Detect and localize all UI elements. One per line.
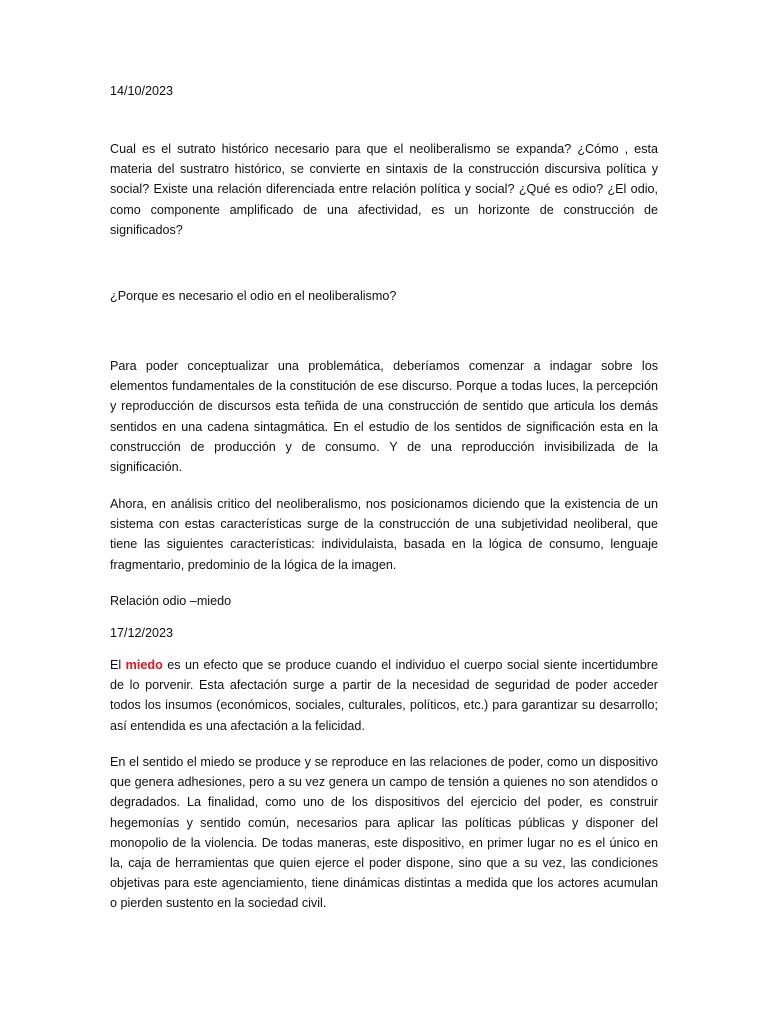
fear-paragraph xyxy=(110,655,658,736)
question-heading: ¿Porque es necesario el odio en el neoliberalismo? xyxy=(110,289,397,303)
fear-rest: es un efecto que se produce cuando el individuo el cuerpo social siente incertidumbre de lo porvenir. Esta afectación surge a partir de la necesidad de seguridad de poder acceder todos los insumos (económicos, sociales, culturales, políticos, etc.) para garantizar su desarrollo; así entendida es una afectación a la felicidad. xyxy=(110,658,658,733)
date-heading-2: 17/12/2023 xyxy=(110,626,174,640)
paragraph-conceptualize: Para poder conceptualizar una problemática, deberíamos comenzar a indagar sobre los elementos fundamentales de la constitución de ese discurso. Porque a todas luces, la percepción y reproducción de discursos esta teñida de una construcción de sentido que articula los demás sentidos en una cadena sintagmática. En el estudio de los sentidos de significación esta en la construcción de producción y de consumo. Y de una reproducción invisibilizada de la significación. xyxy=(110,359,658,475)
fear-highlight-word: miedo xyxy=(125,658,163,672)
fear-prefix: El xyxy=(110,658,126,672)
paragraph-questions: Cual es el sutrato histórico necesario para que el neoliberalismo se expanda? ¿Cómo , esta materia del sustratro histórico, se convierte en sintaxis de la construcción discursiva política y social? Existe una relación diferenciada entre relación política y social? ¿Qué es odio? ¿El odio, como componente amplificado de una afectividad, es un horizonte de construcción de significados? xyxy=(110,142,658,237)
paragraph-analysis: Ahora, en análisis critico del neoliberalismo, nos posicionamos diciendo que la existencia de un sistema con estas características surge de la construcción de una subjetividad neoliberal, que tiene las siguientes características: individulaista, basada en la lógica de consumo, lenguaje fragmentario, predominio de la lógica de la imagen. xyxy=(110,497,658,572)
document-page xyxy=(110,0,658,1024)
paragraph-power: En el sentido el miedo se produce y se reproduce en las relaciones de poder, como un dispositivo que genera adhesiones, pero a su vez genera un campo de tensión a quienes no son atendidos o degradados. La finalidad, como uno de los dispositivos del ejercicio del poder, es construir hegemonías y sentido común, necesarios para aplicar las políticas públicas y disponer del monopolio de la violencia. De todas maneras, este dispositivo, en primer lugar no es el único en la, caja de herramientas que quien ejerce el poder dispone, sino que a su vez, las condiciones objetivas para este agenciamiento, tiene dinámicas distintas a medida que los actores acumulan o pierden sustento en la sociedad civil. xyxy=(110,755,658,911)
relation-heading: Relación odio –miedo xyxy=(110,594,232,608)
date-heading-1: 14/10/2023 xyxy=(110,84,174,98)
